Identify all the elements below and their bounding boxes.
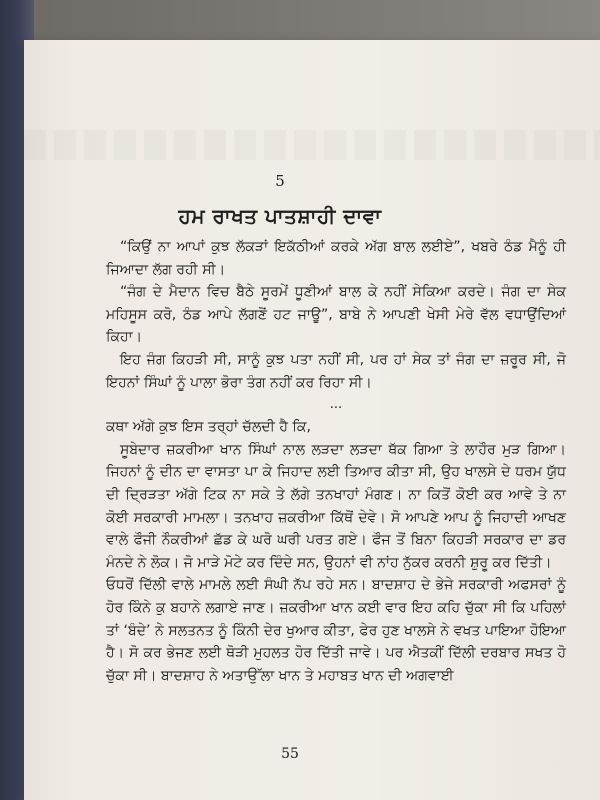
show-through-text [24,130,600,160]
section-separator: ... [329,397,343,413]
chapter-number: 5 [275,172,285,190]
body-text [106,236,566,687]
paragraph-5: ਸੂਬੇਦਾਰ ਜ਼ਕਰੀਆ ਖਾਨ ਸਿੰਘਾਂ ਨਾਲ ਲੜਦਾ ਲੜਦਾ ਥੱਕ ਗਿਆ ਤੇ ਲਾਹੌਰ ਮੁੜ ਗਿਆ। ਜਿਹਨਾਂ ਨੂੰ ਦੀਨ ਦਾ ਵਾਸਤਾ ਪਾ ਕੇ ਜਿਹਾਦ ਲਈ ਤਿਆਰ ਕੀਤਾ ਸੀ, ਉਹ ਖਾਲਸੇ ਦੇ ਧਰਮ ਯੁੱਧ ਦੀ ਦ੍ਰਿੜਤਾ ਅੱਗੇ ਟਿਕ ਨਾ ਸਕੇ ਤੇ ਲੱਗੇ ਤਨਖਾਹਾਂ ਮੰਗਣ। ਨਾ ਕਿਤੋਂ ਕੋਈ ਕਰ ਆਵੇ ਤੇ ਨਾ ਕੋਈ ਸਰਕਾਰੀ ਮਾਮਲਾ। ਤਨਖਾਹ ਜ਼ਕਰੀਆ ਕਿੱਥੋਂ ਦੇਵੇ। ਸੋ ਆਪਣੇ ਆਪ ਨੂੰ ਜਿਹਾਦੀ ਆਖਣ ਵਾਲੇ ਫੌਜੀ ਨੌਕਰੀਆਂ ਛੱਡ ਕੇ ਘਰੋ ਘਰੀ ਪਰਤ ਗਏ। ਫੌਜ ਤੋਂ ਬਿਨਾ ਕਿਹੜੀ ਸਰਕਾਰ ਦਾ ਡਰ ਮੰਨਦੇ ਨੇ ਲੋਕ। ਜੋ ਮਾੜੇ ਮੋਟੇ ਕਰ ਦਿੰਦੇ ਸਨ, ਉਹਨਾਂ ਵੀ ਨਾਂਹ ਨੁੱਕਰ ਕਰਨੀ ਸ਼ੁਰੂ ਕਰ ਦਿੱਤੀ। [106,441,566,571]
paragraph-2: “ਜੰਗ ਦੇ ਮੈਦਾਨ ਵਿਚ ਬੈਠੇ ਸੂਰਮੇਂ ਧੂਣੀਆਂ ਬਾਲ ਕੇ ਨਹੀਂ ਸੇਕਿਆ ਕਰਦੇ। ਜੰਗ ਦਾ ਸੇਕ ਮਹਿਸੂਸ ਕਰੋ, ਠੰਡ ਆਪੇ ਲੱਗਣੋਂ ਹਟ ਜਾਊ”, ਬਾਬੇ ਨੇ ਆਪਣੀ ਖੇਸੀ ਮੇਰੇ ਵੱਲ ਵਧਾਉਂਦਿਆਂ ਕਿਹਾ। [106,284,566,346]
book-page [24,40,600,800]
paragraph-1: “ਕਿਉਂ ਨਾ ਆਪਾਂ ਕੁਝ ਲੱਕੜਾਂ ਇਕੱਠੀਆਂ ਕਰਕੇ ਅੱਗ ਬਾਲ ਲਈਏ”, ਖਬਰੇ ਠੰਡ ਮੈਨੂੰ ਹੀ ਜਿਆਦਾ ਲੱਗ ਰਹੀ ਸੀ। [106,239,566,278]
chapter-title: ਹਮ ਰਾਖਤ ਪਾਤਸ਼ਾਹੀ ਦਾਵਾ [178,204,382,228]
page-number: 55 [281,746,299,762]
paragraph-6: ਓਧਰੋਂ ਦਿੱਲੀ ਵਾਲੇ ਮਾਮਲੇ ਲਈ ਸੰਘੀ ਨੱਪ ਰਹੇ ਸਨ। ਬਾਦਸ਼ਾਹ ਦੇ ਭੇਜੇ ਸਰਕਾਰੀ ਅਫਸਰਾਂ ਨੂੰ ਹੋਰ ਕਿੰਨੇ ਕੁ ਬਹਾਨੇ ਲਗਾਏ ਜਾਣ। ਜ਼ਕਰੀਆ ਖਾਨ ਕਈ ਵਾਰ ਇਹ ਕਹਿ ਚੁੱਕਾ ਸੀ ਕਿ ਪਹਿਲਾਂ ਤਾਂ ‘ਬੰਦੇ’ ਨੇ ਸਲਤਨਤ ਨੂੰ ਕਿੰਨੀ ਦੇਰ ਖੁਆਰ ਕੀਤਾ, ਫੇਰ ਹੁਣ ਖਾਲਸੇ ਨੇ ਵਖਤ ਪਾਇਆ ਹੋਇਆ ਹੈ। ਸੋ ਕਰ ਭੇਜਣ ਲਈ ਥੋੜੀ ਮੁਹਲਤ ਹੋਰ ਦਿੱਤੀ ਜਾਵੇ। ਪਰ ਐਤਕੀਂ ਦਿੱਲੀ ਦਰਬਾਰ ਸਖਤ ਹੋ ਚੁੱਕਾ ਸੀ। ਬਾਦਸ਼ਾਹ ਨੇ ਅਤਾਉੱਲਾ ਖਾਨ ਤੇ ਮਹਾਬਤ ਖਾਨ ਦੀ ਅਗਵਾਈ [106,577,566,684]
paragraph-4: ਕਥਾ ਅੱਗੇ ਕੁਝ ਇਸ ਤਰ੍ਹਾਂ ਚੱਲਦੀ ਹੈ ਕਿ, [106,419,311,436]
paragraph-3: ਇਹ ਜੰਗ ਕਿਹੜੀ ਸੀ, ਸਾਨੂੰ ਕੁਝ ਪਤਾ ਨਹੀਂ ਸੀ, ਪਰ ਹਾਂ ਸੇਕ ਤਾਂ ਜੰਗ ਦਾ ਜ਼ਰੂਰ ਸੀ, ਜੋ ਇਹਨਾਂ ਸਿੰਘਾਂ ਨੂੰ ਪਾਲਾ ਭੋਰਾ ਤੰਗ ਨਹੀਂ ਕਰ ਰਿਹਾ ਸੀ। [106,351,566,391]
